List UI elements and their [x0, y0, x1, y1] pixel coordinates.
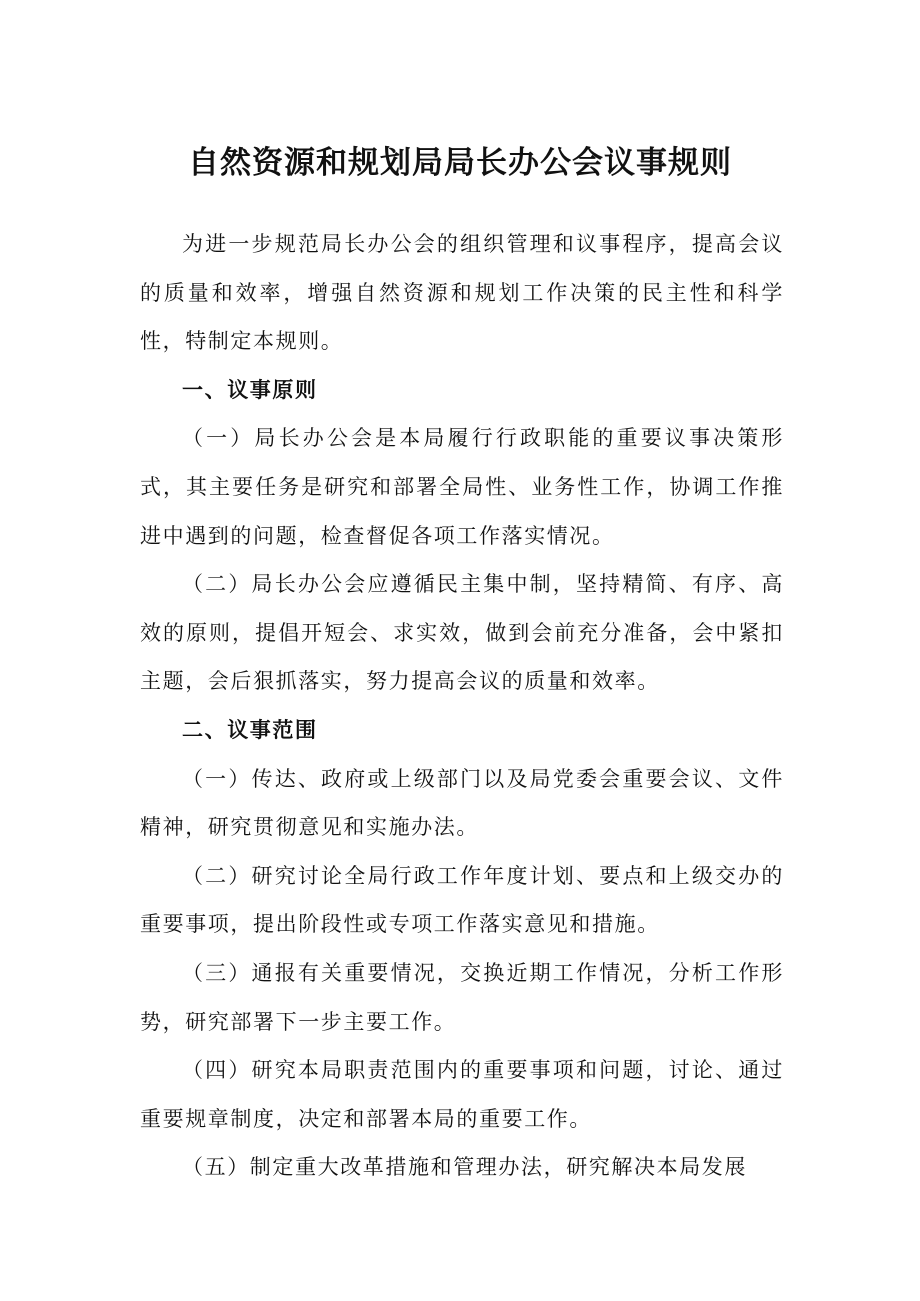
scope-paragraph-5: （五）制定重大改革措施和管理办法，研究解决本局发展	[182, 1155, 747, 1180]
intro-paragraph: 为进一步规范局长办公会的组织管理和议事程序，提高会议的质量和效率，增强自然资源和规划工作决策的民主性和科学性，特制定本规则。	[140, 232, 784, 354]
principles-paragraph-2: （二）局长办公会应遵循民主集中制，坚持精简、有序、高效的原则，提倡开短会、求实效，做到会前充分准备，会中紧扣主题，会后狠抓落实，努力提高会议的质量和效率。	[140, 572, 784, 694]
section-heading-principles: 一、议事原则	[182, 377, 318, 402]
scope-paragraph-1: （一）传达、政府或上级部门以及局党委会重要会议、文件精神，研究贯彻意见和实施办法。	[140, 766, 784, 840]
scope-paragraph-4: （四）研究本局职责范围内的重要事项和问题，讨论、通过重要规章制度，决定和部署本局的重要工作。	[140, 1058, 784, 1131]
document-title: 自然资源和规划局局长办公会议事规则	[188, 145, 732, 181]
scope-paragraph-2: （二）研究讨论全局行政工作年度计划、要点和上级交办的重要事项，提出阶段性或专项工作落实意见和措施。	[140, 863, 784, 937]
section-heading-scope: 二、议事范围	[182, 717, 318, 742]
principles-paragraph-1: （一）局长办公会是本局履行行政职能的重要议事决策形式，其主要任务是研究和部署全局性、业务性工作，协调工作推进中遇到的问题，检查督促各项工作落实情况。	[140, 426, 784, 548]
scope-paragraph-3: （三）通报有关重要情况，交换近期工作情况，分析工作形势，研究部署下一步主要工作。	[140, 960, 784, 1034]
document-body	[140, 220, 784, 1192]
